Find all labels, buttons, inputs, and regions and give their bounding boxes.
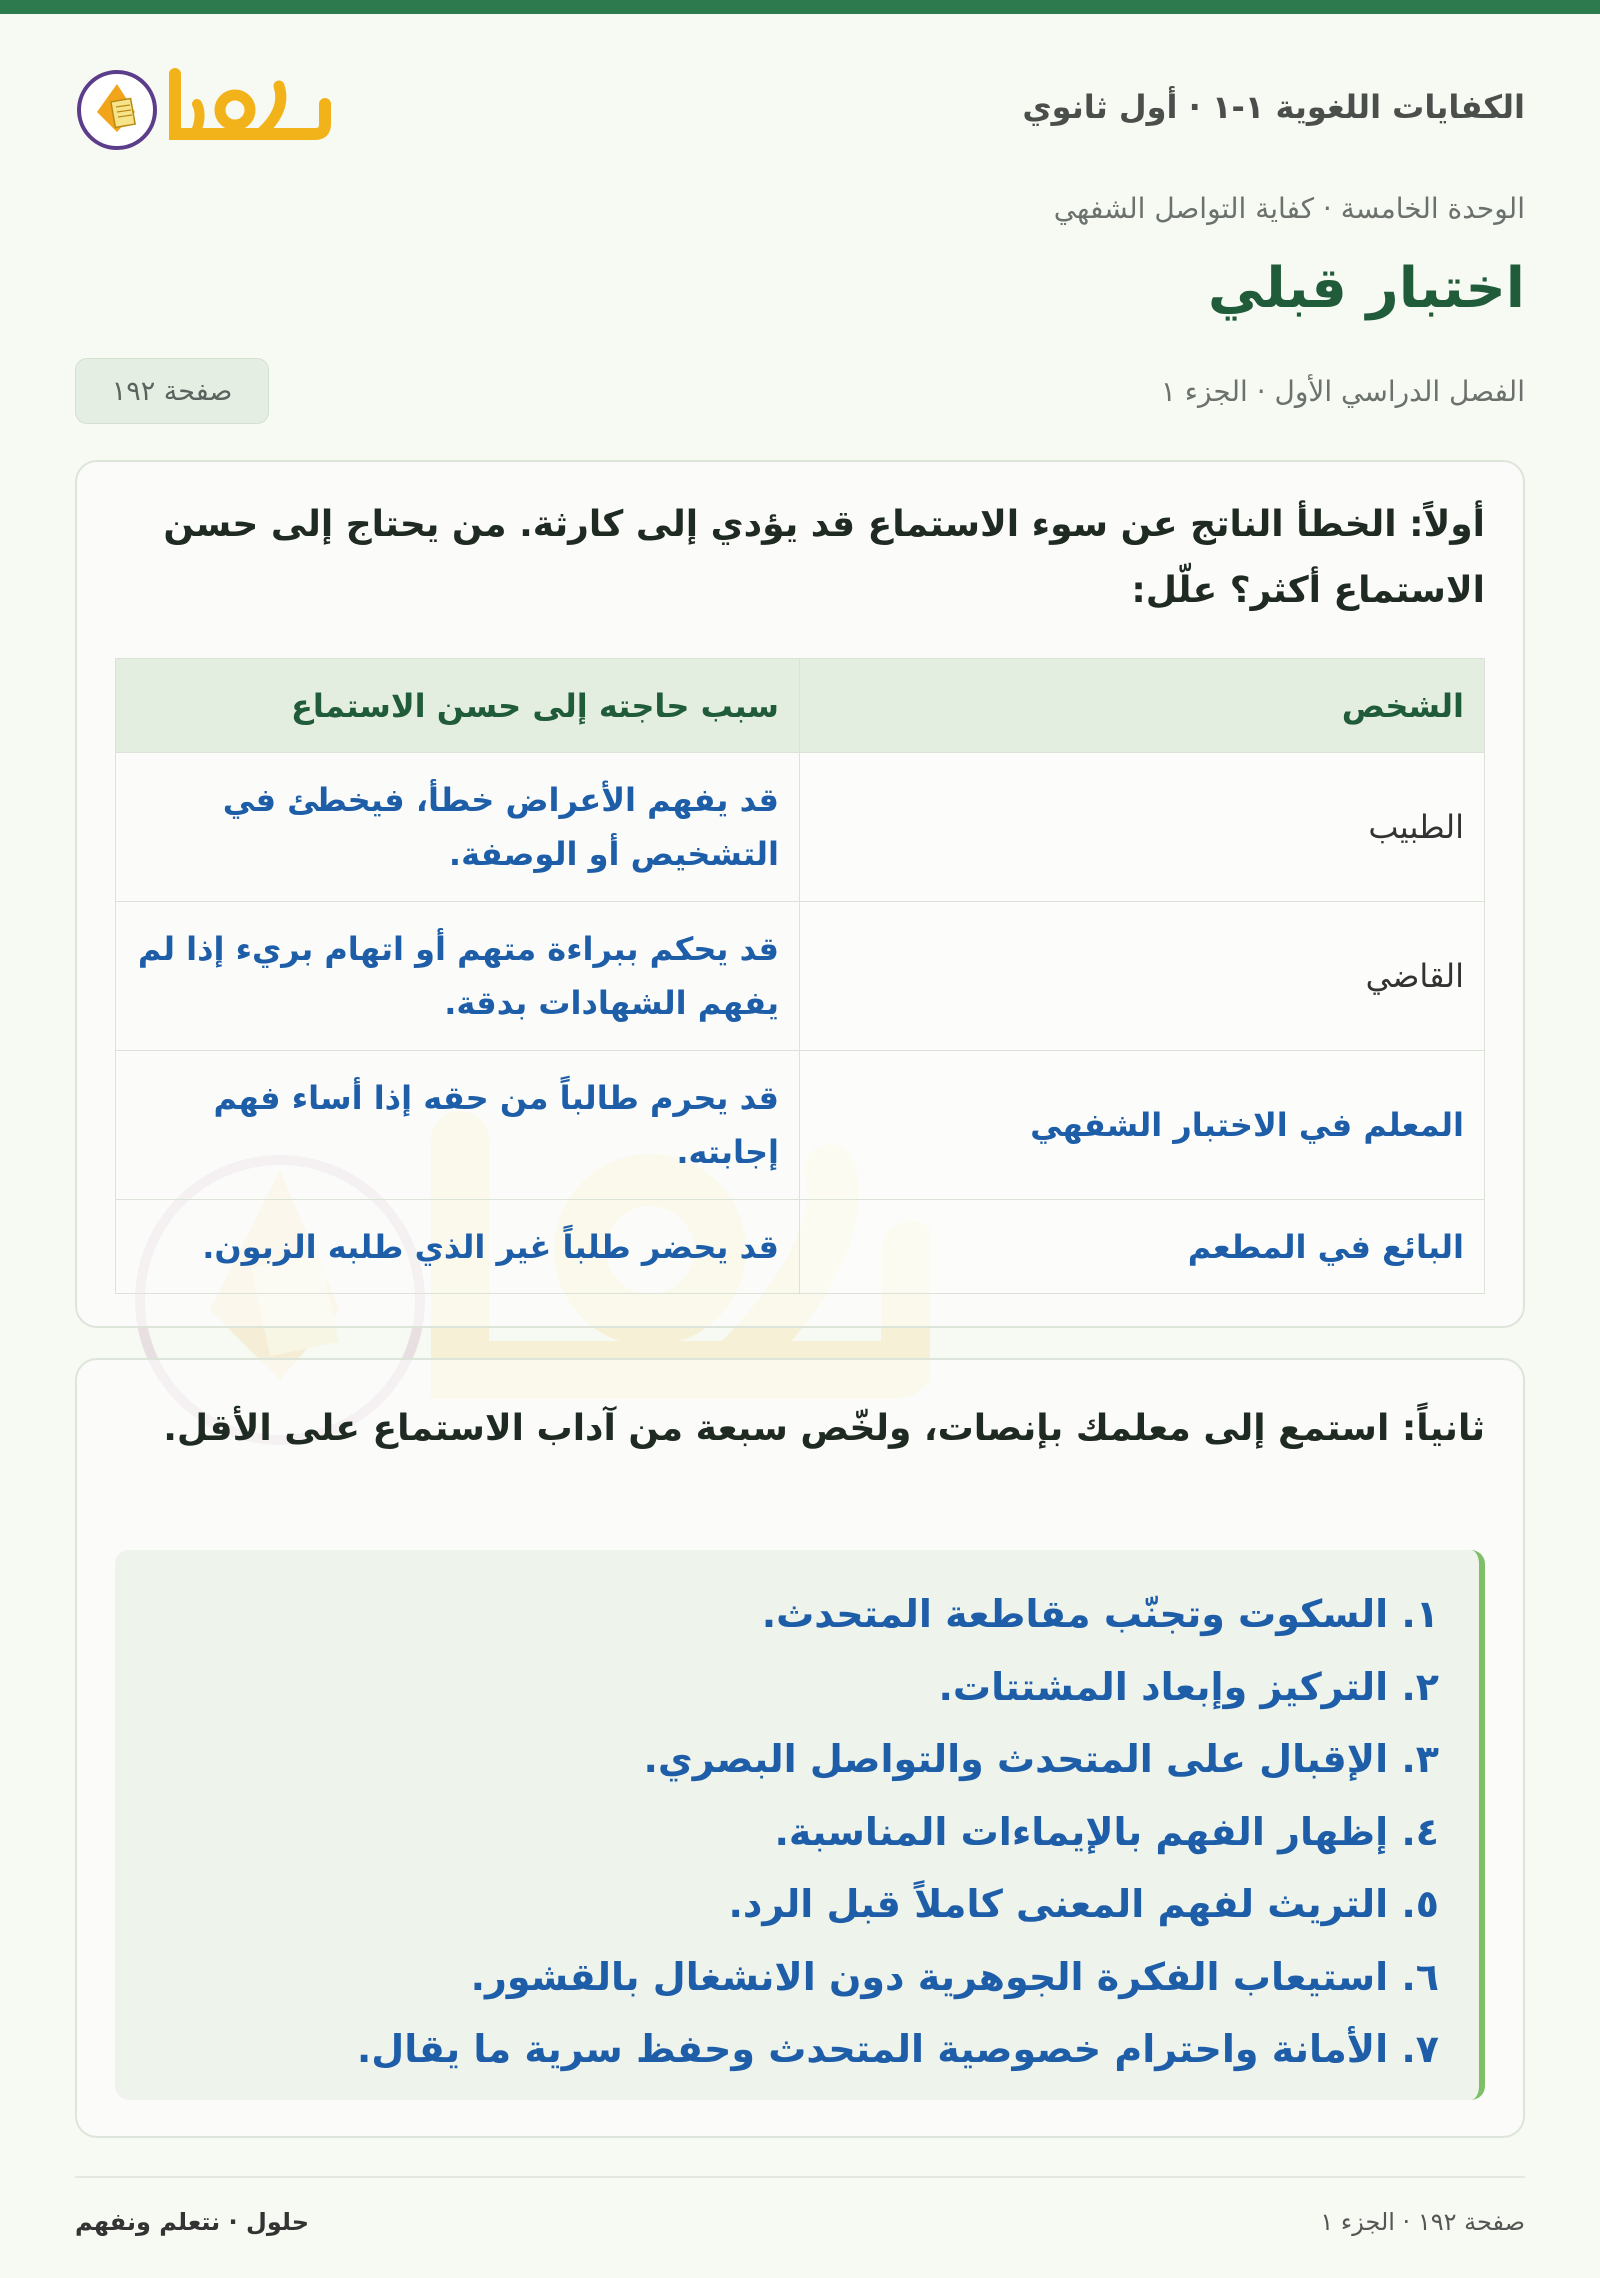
cell-person: الطبيب xyxy=(800,753,1485,902)
table-row xyxy=(116,902,1485,1051)
question-two-card xyxy=(75,1358,1525,2138)
header-person: الشخص xyxy=(800,659,1485,753)
etiquette-list xyxy=(155,1578,1439,2086)
top-accent-bar xyxy=(0,0,1600,14)
table-row xyxy=(116,1200,1485,1294)
list-item: ٥. التريث لفهم المعنى كاملاً قبل الرد. xyxy=(728,1882,1439,1926)
list-item: ٦. استيعاب الفكرة الجوهرية دون الانشغال بالقشور. xyxy=(470,1954,1439,1999)
question-one-text: أولاً: الخطأ الناتج عن سوء الاستماع قد يؤدي إلى كارثة. من يحتاج إلى حسن الاستماع أكثر؟ علّل: xyxy=(163,504,1485,611)
page-header xyxy=(75,60,1525,160)
footer-page-info: صفحة ١٩٢ · الجزء ١ xyxy=(1320,2208,1525,2236)
hulool-logo[interactable] xyxy=(75,60,335,160)
cell-reason: قد يحرم طالباً من حقه إذا أساء فهم إجابته. xyxy=(116,1051,800,1200)
cell-reason: قد يفهم الأعراض خطأ، فيخطئ في التشخيص أو الوصفة. xyxy=(116,753,800,902)
answers-list-box xyxy=(115,1550,1485,2100)
header-reason: سبب حاجته إلى حسن الاستماع xyxy=(116,659,800,753)
list-item: ٣. الإقبال على المتحدث والتواصل البصري. xyxy=(643,1737,1439,1781)
page-title: اختبار قبلي xyxy=(1207,256,1525,321)
list-item: ٧. الأمانة واحترام خصوصية المتحدث وحفظ سرية ما يقال. xyxy=(356,2027,1439,2071)
list-item: ٢. التركيز وإبعاد المشتتات. xyxy=(938,1664,1439,1709)
question-two-text: ثانياً: استمع إلى معلمك بإنصات، ولخّص سبعة من آداب الاستماع على الأقل. xyxy=(163,1408,1485,1449)
cell-person: المعلم في الاختبار الشفهي xyxy=(800,1051,1485,1200)
table-row xyxy=(116,753,1485,902)
cell-reason: قد يحضر طلباً غير الذي طلبه الزبون. xyxy=(116,1200,800,1294)
book-title: الكفايات اللغوية ١-١ · أول ثانوي xyxy=(1022,88,1525,126)
table-header-row xyxy=(116,659,1485,753)
cell-reason: قد يحكم ببراءة متهم أو اتهام بريء إذا لم يفهم الشهادات بدقة. xyxy=(116,902,800,1051)
list-item: ٤. إظهار الفهم بالإيماءات المناسبة. xyxy=(774,1809,1439,1854)
semester-info: الفصل الدراسي الأول · الجزء ١ xyxy=(1160,375,1525,408)
cell-person: البائع في المطعم xyxy=(800,1200,1485,1294)
list-item: ١. السكوت وتجنّب مقاطعة المتحدث. xyxy=(761,1592,1439,1636)
cell-person: القاضي xyxy=(800,902,1485,1051)
page-number-badge: صفحة ١٩٢ xyxy=(75,358,269,424)
table-row xyxy=(116,1051,1485,1200)
unit-breadcrumb: الوحدة الخامسة · كفاية التواصل الشفهي xyxy=(1053,192,1525,225)
question-one-card xyxy=(75,460,1525,1328)
answers-table xyxy=(115,658,1485,1294)
footer-divider xyxy=(75,2176,1525,2178)
footer-brand: حلول · نتعلم ونفهم xyxy=(75,2208,309,2236)
